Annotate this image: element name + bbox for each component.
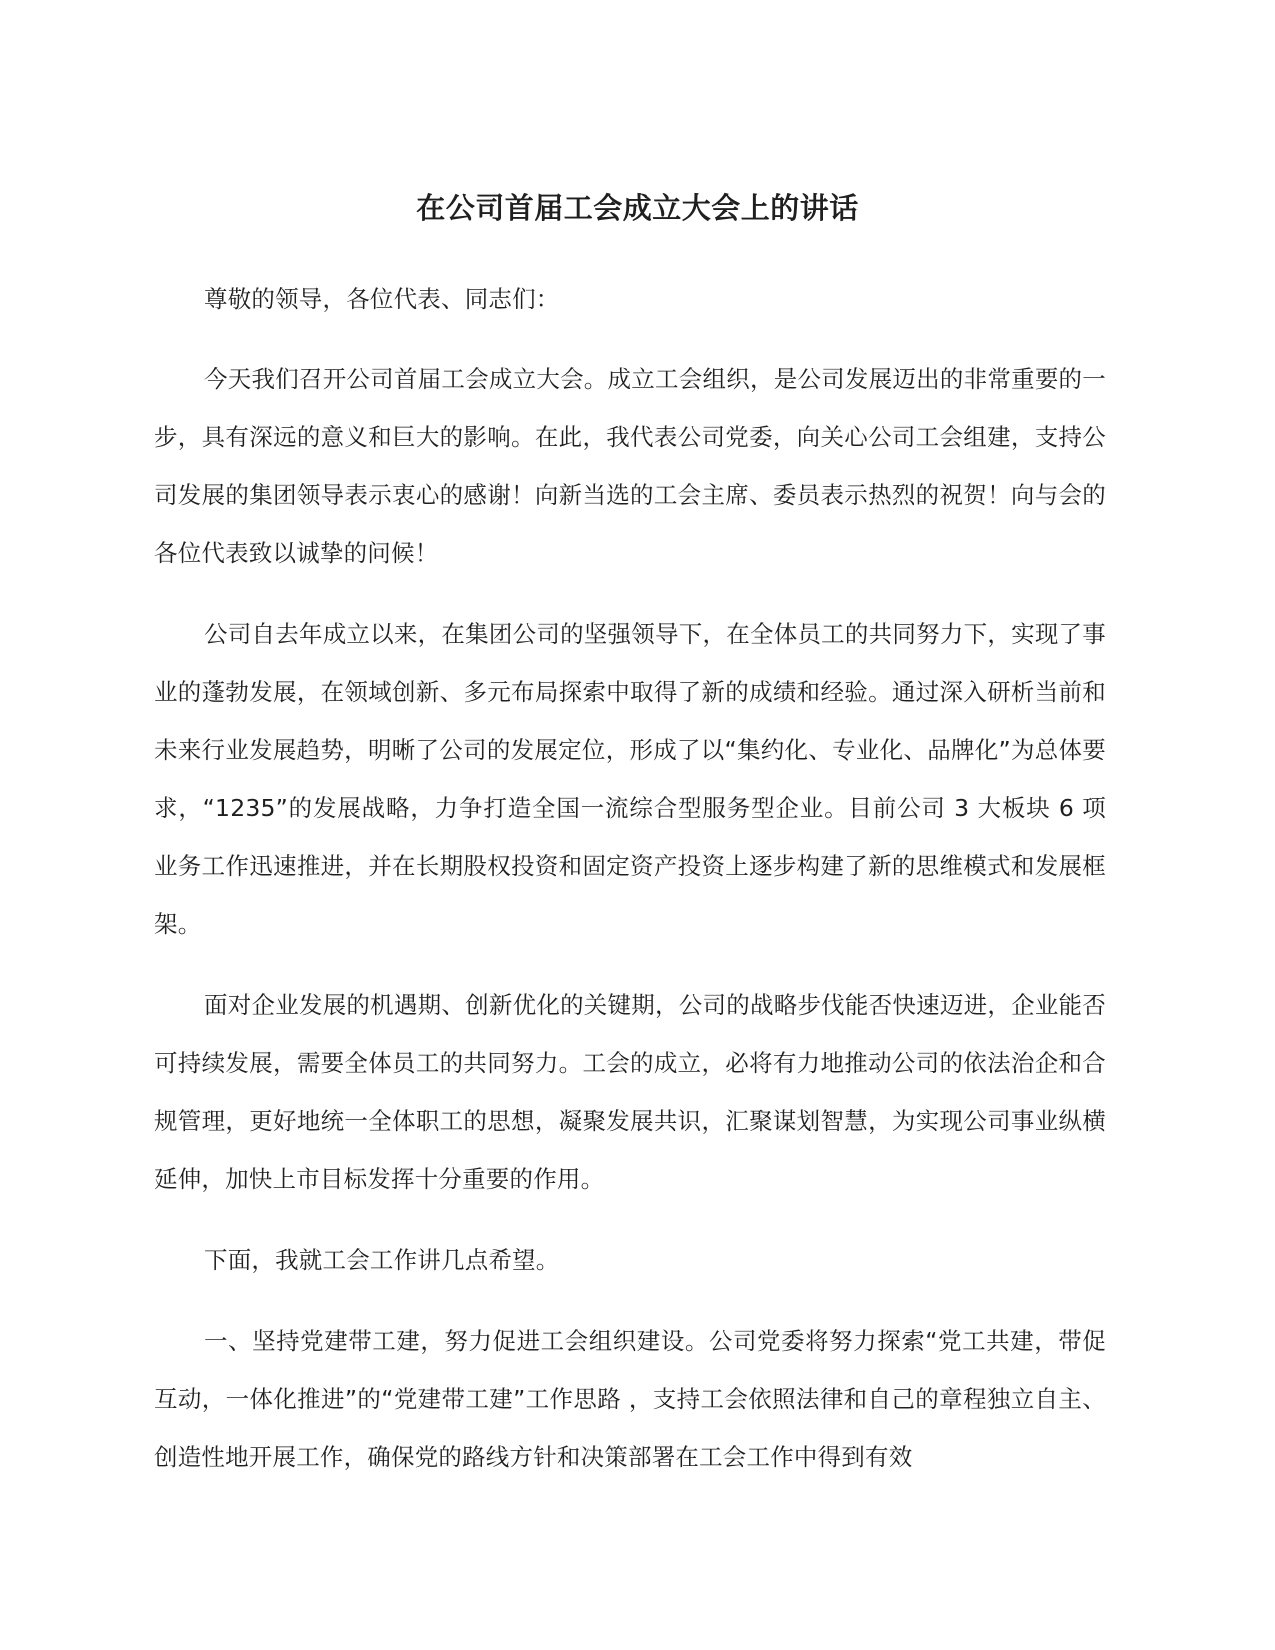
paragraph-greeting: 尊敬的领导，各位代表、同志们：: [204, 285, 560, 313]
document-body: [154, 270, 1106, 1509]
paragraph-union-significance: 面对企业发展的机遇期、创新优化的关键期，公司的战略步伐能否快速迈进，企业能否可持续发展，需要全体员工的共同努力。工会的成立，必将有力地推动公司的依法治企和合规管理，更好地统一全体职工的思想，凝聚发展共识，汇聚谋划智慧，为实现公司事业纵横延伸，加快上市目标发挥十分重要的作用。: [154, 991, 1106, 1193]
paragraph-opening: 今天我们召开公司首届工会成立大会。成立工会组织，是公司发展迈出的非常重要的一步，具有深远的意义和巨大的影响。在此，我代表公司党委，向关心公司工会组建，支持公司发展的集团领导表示衷心的感谢！向新当选的工会主席、委员表示热烈的祝贺！向与会的各位代表致以诚挚的问候！: [154, 365, 1106, 567]
paragraph-hopes-intro: 下面，我就工会工作讲几点希望。: [204, 1246, 560, 1274]
paragraph-company-development: 公司自去年成立以来，在集团公司的坚强领导下，在全体员工的共同努力下，实现了事业的蓬勃发展，在领域创新、多元布局探索中取得了新的成绩和经验。通过深入研析当前和未来行业发展趋势，明晰了公司的发展定位，形成了以“集约化、专业化、品牌化”为总体要求，“1235”的发展战略，力争打造全国一流综合型服务型企业。目前公司 3 大板块 6 项业务工作迅速推进，并在长期股权投资和固定资产投资上逐步构建了新的思维模式和发展框架。: [154, 620, 1106, 938]
document-title: 在公司首届工会成立大会上的讲话: [416, 191, 859, 225]
paragraph-point-one: 一、坚持党建带工建，努力促进工会组织建设。公司党委将努力探索“党工共建，带促互动，一体化推进”的“党建带工建”工作思路 ，支持工会依照法律和自己的章程独立自主、创造性地开展工作，确保党的路线方针和决策部署在工会工作中得到有效: [154, 1327, 1106, 1471]
